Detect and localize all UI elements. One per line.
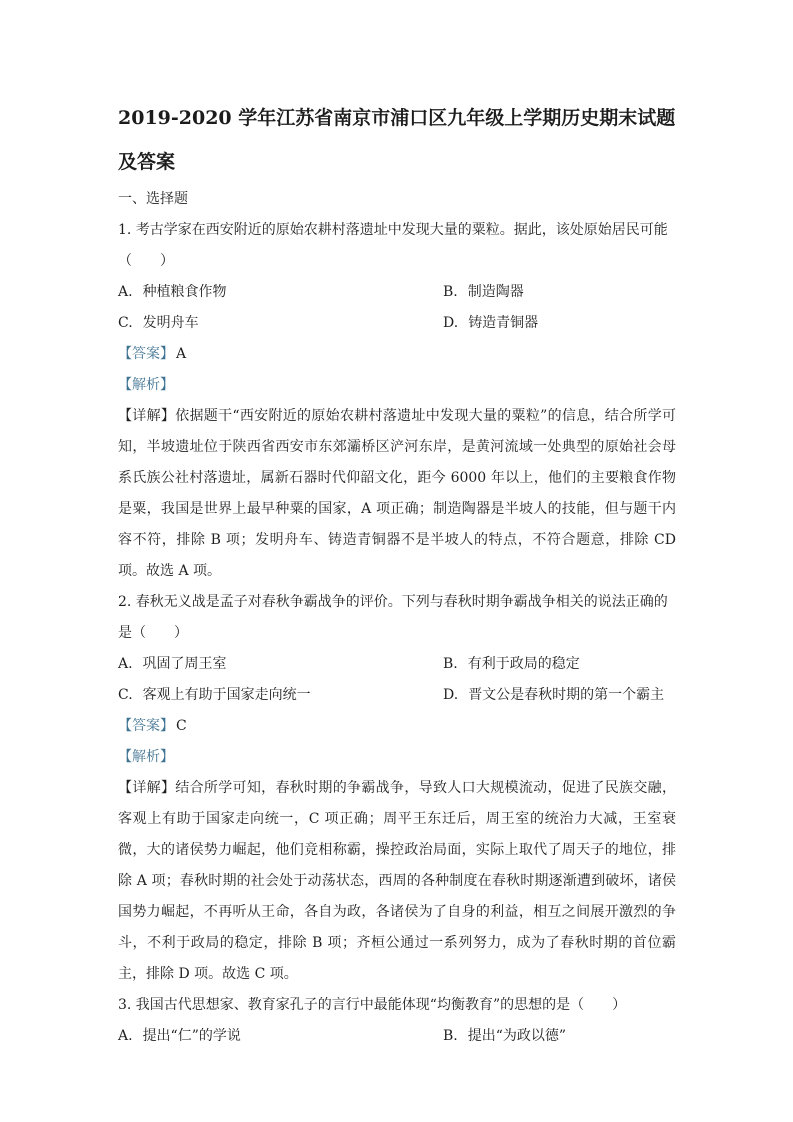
section-heading: 一、选择题 [118,191,188,207]
option [118,680,443,711]
question-stem: 3. 我国古代思想家、教育家孔子的言行中最能体现“均衡教育”的思想的是（ ） [118,997,627,1013]
answer-label: 【答案】 [118,346,174,362]
option-text: 客观上有助于国家走向统一 [142,687,311,703]
answer-value: A [176,346,187,362]
option-text: 种植粮食作物 [142,284,227,300]
option-label: D. [443,687,459,703]
option [118,649,443,680]
option-label: D. [443,315,459,331]
option-label: B. [443,1028,458,1044]
option [443,277,524,308]
answer-line [118,711,676,742]
question-block [118,587,676,990]
options-row [118,1021,676,1052]
detail-paragraph: 【详解】结合所学可知，春秋时期的争霸战争，导致人口大规模流动，促进了民族交融，客观上有助于国家走向统一，C 项正确；周平王东迁后，周王室的统治力大减，王室衰微，大的诸侯势力崛起，他们竞相称霸，操控政治局面，实际上取代了周天子的地位，排除 A 项；春秋时期的社会处于动荡状态，西周的各种制度在春秋时期逐渐遭到破坏，诸侯国势力崛起，不再听从王命，各自为政，各诸侯为了自身的利益，相互之间展开激烈的争斗，不利于政局的稳定，排除 B 项；齐桓公通过一系列努力，成为了春秋时期的首位霸主，排除 D 项。故选 C 项。 [118,780,676,982]
options-row [118,649,676,680]
option-text: 巩固了周王室 [142,656,227,672]
option-text: 发明舟车 [142,315,199,331]
answer-value: C [176,718,187,734]
detail-paragraph: 【详解】依据题干“西安附近的原始农耕村落遗址中发现大量的粟粒”的信息，结合所学可知，半坡遗址位于陕西省西安市东郊灞桥区浐河东岸，是黄河流域一处典型的原始社会母系氏族公社村落遗址，属新石器时代仰韶文化，距今 6000 年以上，他们的主要粮食作物是粟，我国是世界上最早种粟的国家，A 项正确；制造陶器是半坡人的技能，但与题干内容不符，排除 B 项；发明舟车、铸造青铜器不是半坡人的特点，不符合题意，排除 CD 项。故选 A 项。 [118,408,676,579]
answer-line [118,339,676,370]
options-row [118,308,676,339]
analysis-label: 【解析】 [118,749,174,765]
analysis-line [118,742,676,773]
analysis-line [118,370,676,401]
question-stem: 1. 考古学家在西安附近的原始农耕村落遗址中发现大量的粟粒。据此，该处原始居民可能（ ） [118,222,668,269]
option-label: A. [118,1028,133,1044]
question-block [118,990,676,1052]
option-label: B. [443,656,458,672]
option [443,1021,566,1052]
option [118,308,443,339]
option-text: 有利于政局的稳定 [467,656,580,672]
option-text: 晋文公是春秋时期的第一个霸主 [468,687,665,703]
option [443,649,580,680]
question-block [118,215,676,587]
option-text: 提出“为政以德” [467,1028,567,1044]
options-row [118,277,676,308]
option [443,308,538,339]
questions-container [118,215,676,1052]
question-stem: 2. 春秋无义战是孟子对春秋争霸战争的评价。下列与春秋时期争霸战争相关的说法正确的是（ ） [118,594,668,641]
option-text: 制造陶器 [467,284,524,300]
option [118,1021,443,1052]
analysis-label: 【解析】 [118,377,174,393]
document-title: 2019-2020 学年江苏省南京市浦口区九年级上学期历史期末试题及答案 [118,107,676,173]
options-row [118,680,676,711]
option-text: 铸造青铜器 [468,315,539,331]
option-label: B. [443,284,458,300]
option-label: A. [118,656,133,672]
option [118,277,443,308]
option-label: C. [118,687,133,703]
answer-label: 【答案】 [118,718,174,734]
option-label: A. [118,284,133,300]
option-text: 提出“仁”的学说 [142,1028,241,1044]
option-label: C. [118,315,133,331]
option [443,680,664,711]
